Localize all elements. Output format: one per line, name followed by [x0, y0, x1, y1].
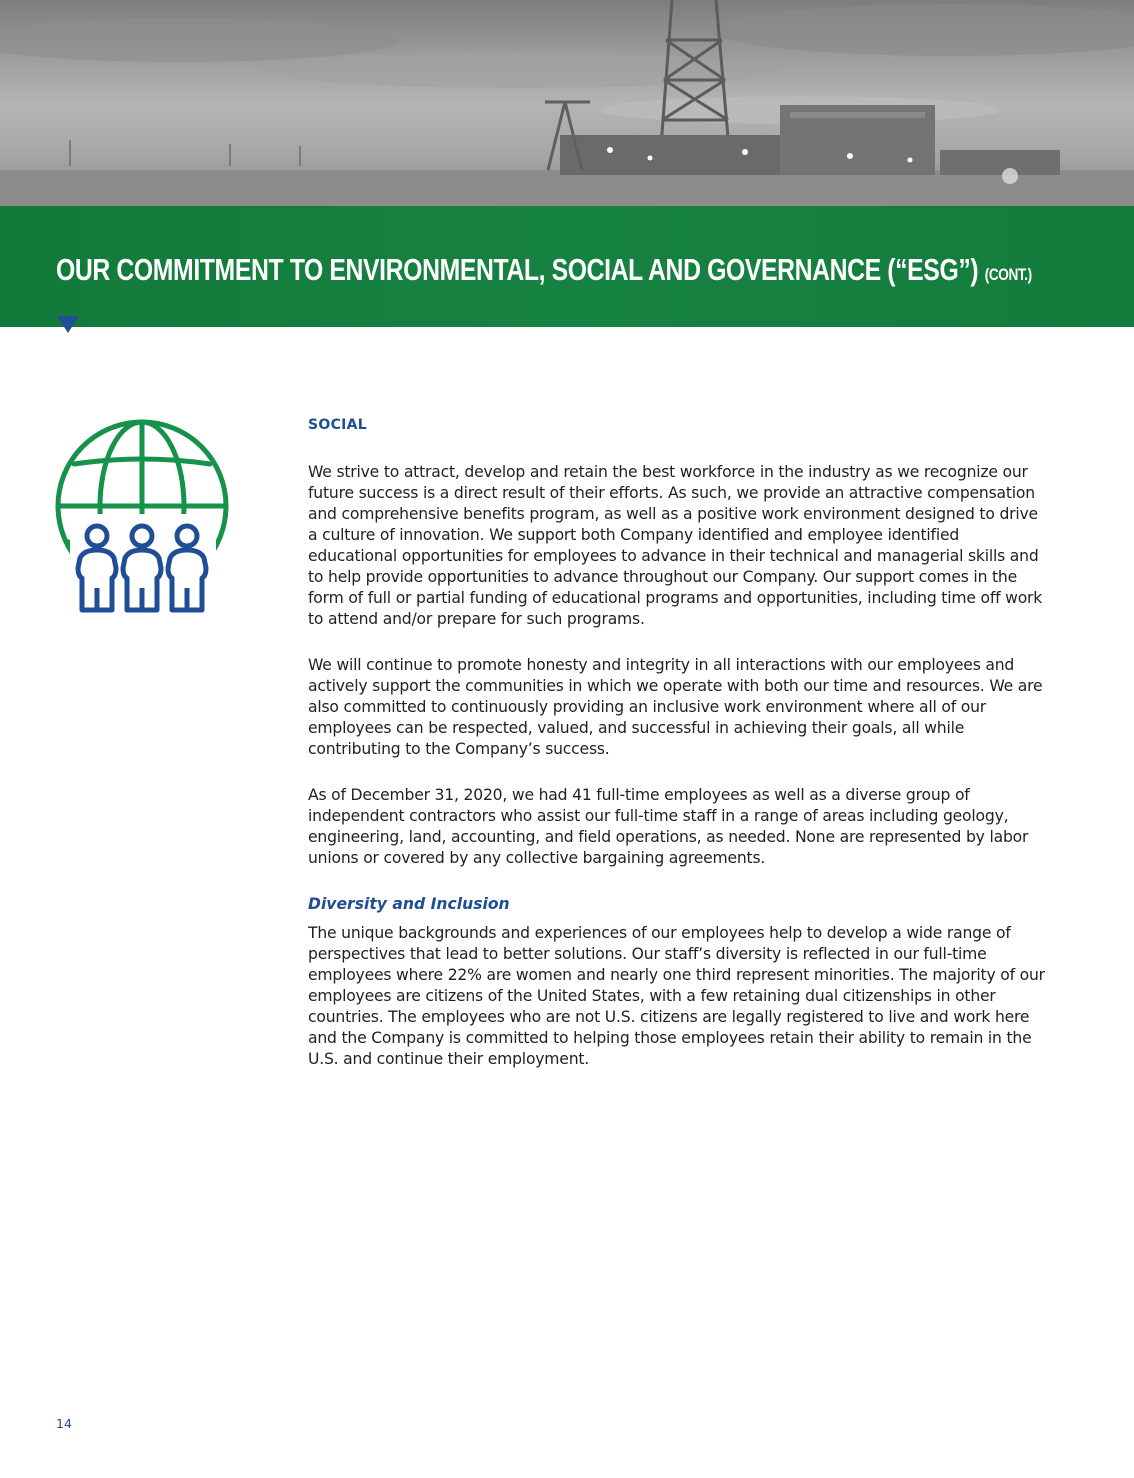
triangle-down-icon — [57, 316, 79, 333]
paragraph-integrity: We will continue to promote honesty and integrity in all interactions with our employees and actively support the communities in which we operate with both our time and resources. We are also committed to continuously providing an inclusive work environment where all of our employees can be respected, valued, and successful in achieving their goals, all while contributing to the Company’s success. — [308, 656, 1043, 758]
paragraph-diversity: The unique backgrounds and experiences of our employees help to develop a wide range of perspectives that lead to better solutions. Our staff’s diversity is reflected in our full-time employees where 22% are women and nearly one third represent minorities. The majority of our employees are citizens of the United States, with a few retaining dual citizenships in other countries. The employees who are not U.S. citizens are legally registered to live and work here and the Company is committed to helping those employees retain their ability to remain in the U.S. and continue their employment. — [308, 924, 1045, 1068]
section-heading: SOCIAL — [308, 417, 368, 433]
subheading-diversity: Diversity and Inclusion — [308, 895, 510, 913]
paragraph-employees: As of December 31, 2020, we had 41 full-time employees as well as a diverse group of independent contractors who assist our full-time staff in a range of areas including geology, engineering, land, accounting, and field operations, as needed. None are represented by labor unions or covered by any collective bargaining agreements. — [308, 786, 1029, 867]
paragraph-workforce: We strive to attract, develop and retain the best workforce in the industry as we recognize our future success is a direct result of their efforts. As such, we provide an attractive compensation and comprehensive benefits program, as well as a positive work environment designed to drive a culture of innovation. We support both Company identified and employee identified educational opportunities for employees to advance in their technical and managerial skills and to help provide opportunities to advance throughout our Company. Our support comes in the form of full or partial funding of educational programs and opportunities, including time off work to attend and/or prepare for such programs. — [308, 463, 1043, 628]
globe-people-icon — [52, 418, 234, 616]
hero-image — [0, 0, 1134, 206]
page-title — [56, 252, 1032, 293]
page-title-text: OUR COMMITMENT TO ENVIRONMENTAL, SOCIAL AND GOVERNANCE (“ESG”) — [56, 252, 979, 287]
social-section — [308, 414, 1048, 1095]
oil-rig-photo — [0, 0, 1134, 206]
page-title-suffix: (CONT.) — [984, 265, 1032, 284]
page-number: 14 — [56, 1416, 72, 1431]
